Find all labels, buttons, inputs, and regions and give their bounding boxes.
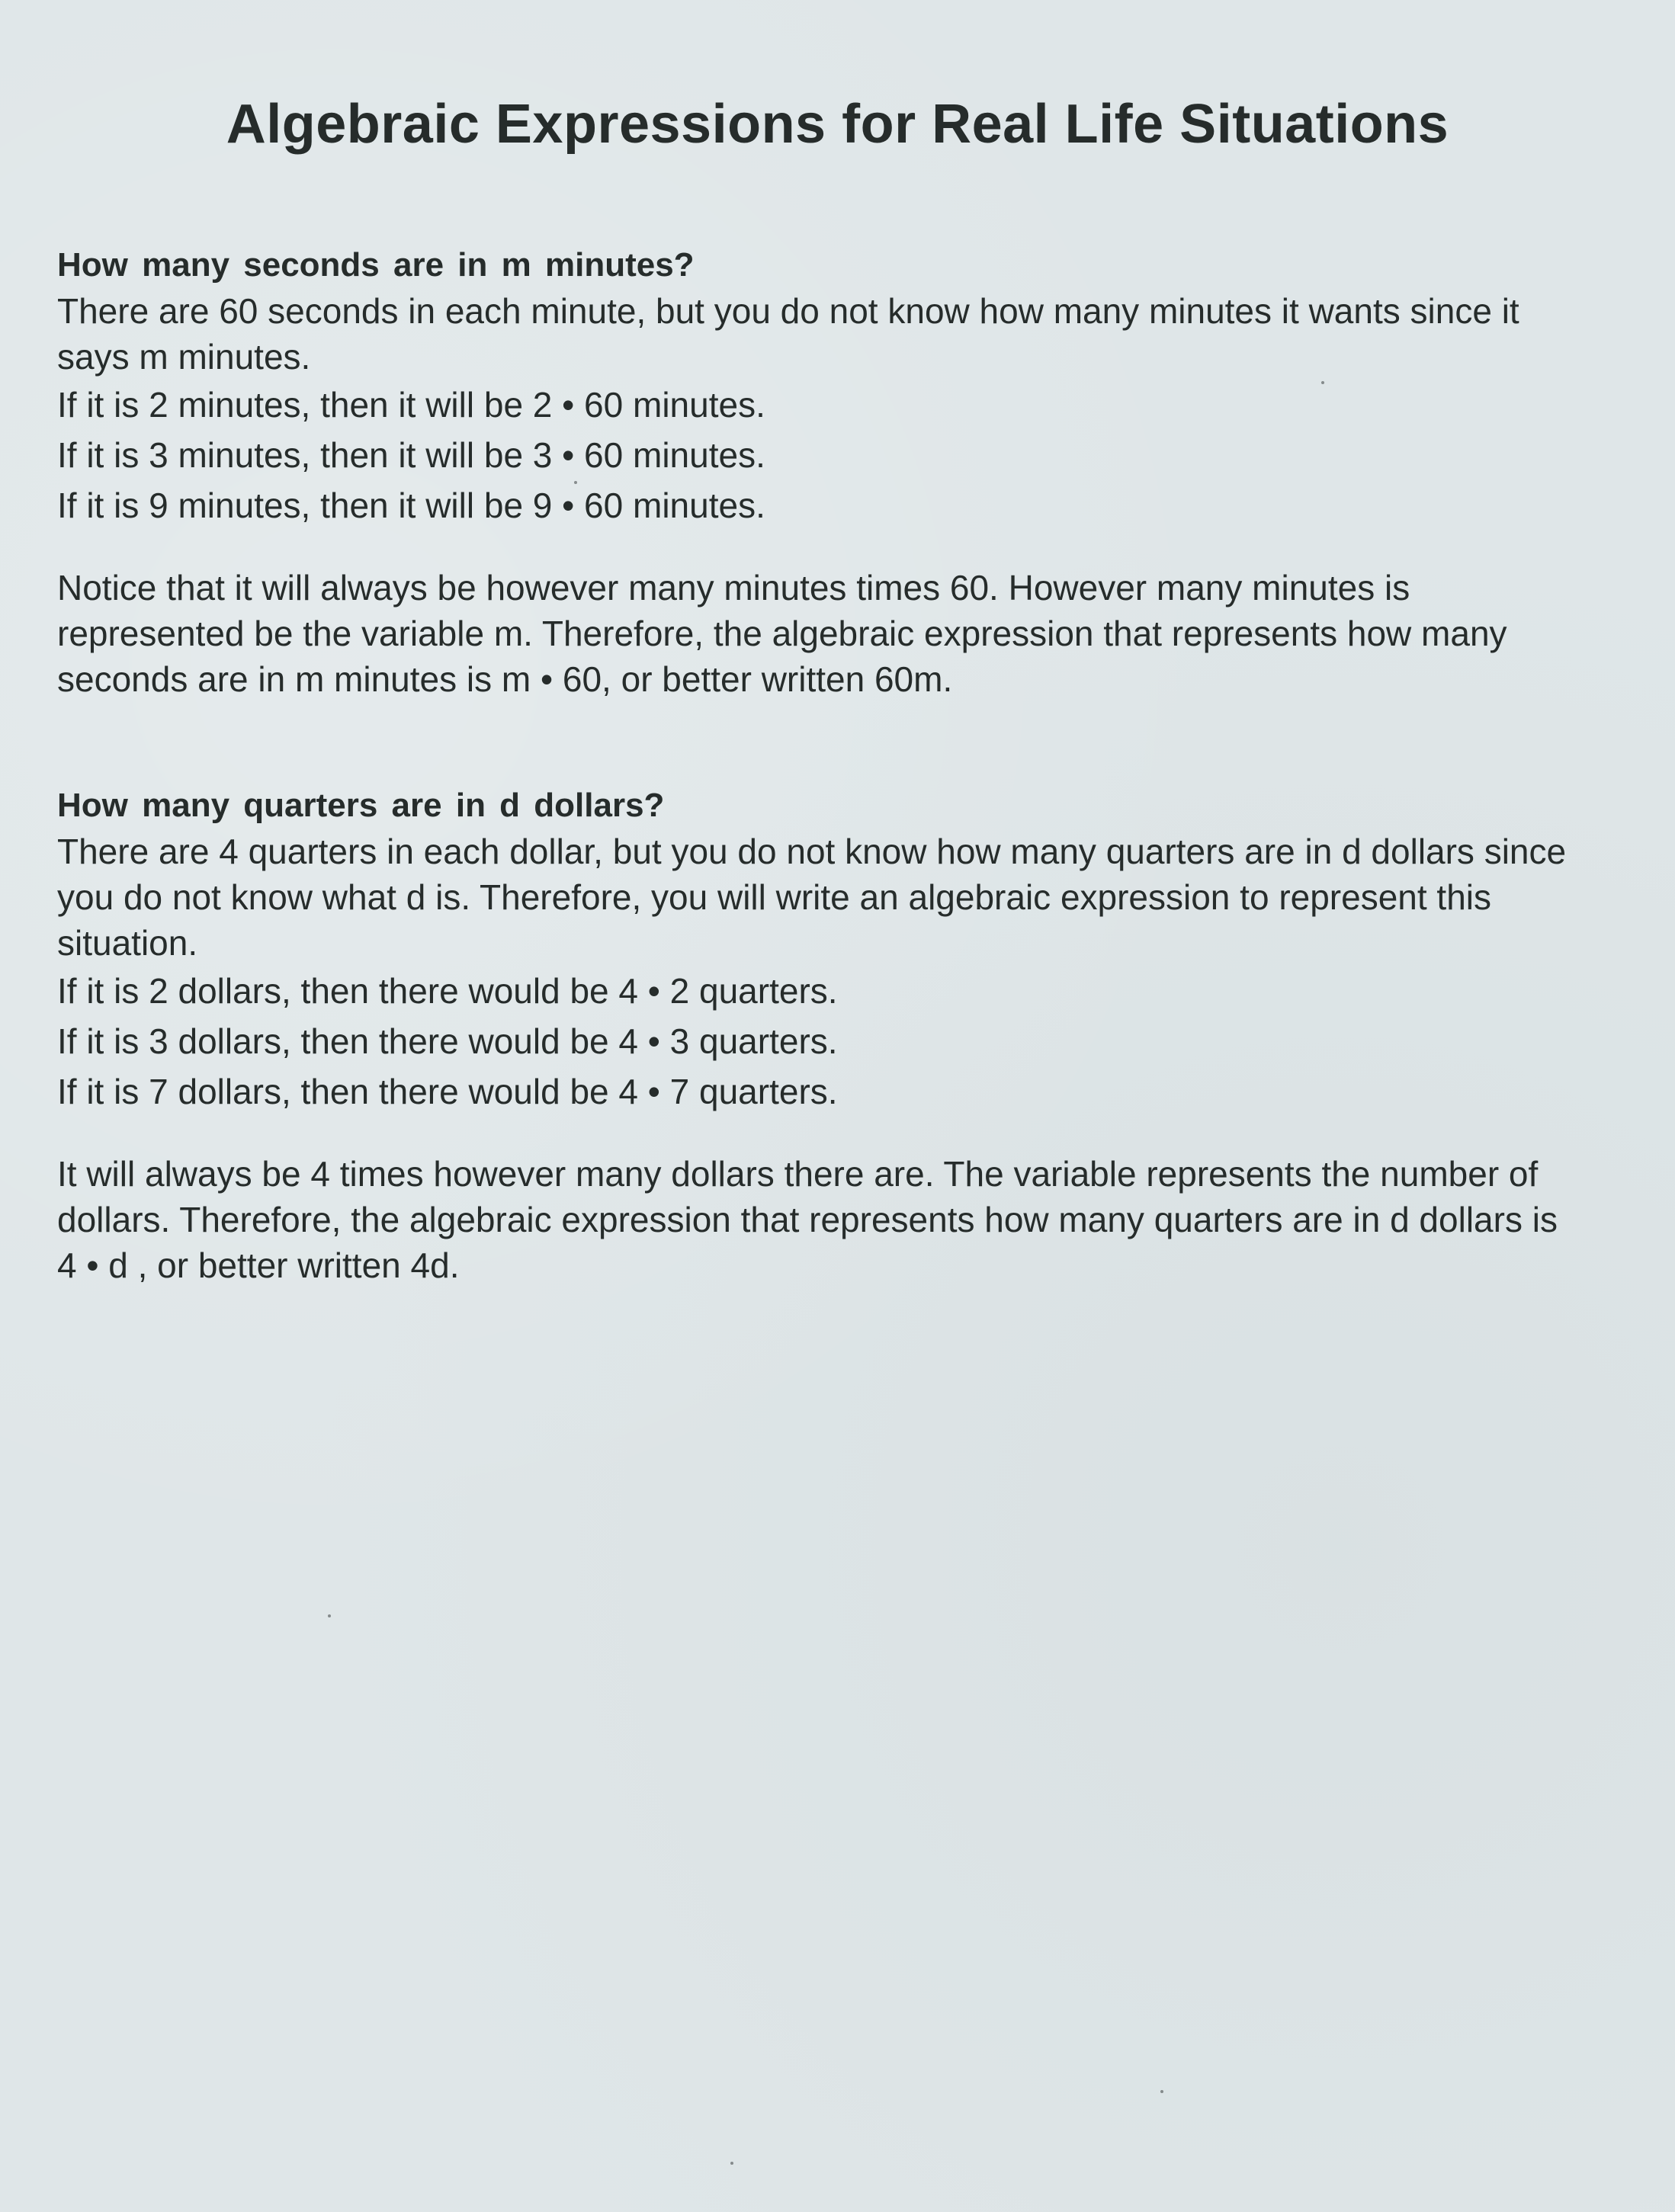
example-line: If it is 7 dollars, then there would be 4 • 7 quarters. xyxy=(57,1072,838,1111)
section-heading: How many quarters are in d dollars? xyxy=(57,787,665,824)
paper-speck xyxy=(1321,381,1324,384)
document-body xyxy=(57,242,1582,1288)
example-line: If it is 3 minutes, then it will be 3 • 60 minutes. xyxy=(57,435,765,475)
section-seconds-in-minutes xyxy=(57,242,1582,702)
example-line: If it is 9 minutes, then it will be 9 • 60 minutes. xyxy=(57,486,765,525)
section-intro: There are 4 quarters in each dollar, but you do not know how many quarters are in d dollars since you do not know what d is. Therefore, you will write an algebraic expression to represent this situation. xyxy=(57,832,1567,963)
example-line: If it is 2 dollars, then there would be 4 • 2 quarters. xyxy=(57,971,838,1011)
example-line: If it is 3 dollars, then there would be 4 • 3 quarters. xyxy=(57,1021,838,1061)
section-conclusion: Notice that it will always be however many minutes times 60. However many minutes is represented be the variable m. Therefore, the algebraic expression that represents how many seconds are in m minutes is m • 60, or better written 60m. xyxy=(57,568,1507,699)
paper-speck xyxy=(328,1614,331,1617)
paper-speck xyxy=(730,2162,733,2165)
section-intro: There are 60 seconds in each minute, but you do not know how many minutes it wants since it says m minutes. xyxy=(57,291,1519,377)
section-heading: How many seconds are in m minutes? xyxy=(57,246,695,284)
example-line: If it is 2 minutes, then it will be 2 • 60 minutes. xyxy=(57,385,765,425)
section-conclusion: It will always be 4 times however many dollars there are. The variable represents the number of dollars. Therefore, the algebraic expression that represents how many quarters are in d dollars is 4 • d , or better written 4d. xyxy=(57,1154,1558,1285)
paper-speck xyxy=(1160,2090,1163,2093)
paper-speck xyxy=(574,481,577,484)
section-quarters-in-dollars xyxy=(57,783,1582,1288)
page-title: Algebraic Expressions for Real Life Situations xyxy=(226,94,1449,155)
